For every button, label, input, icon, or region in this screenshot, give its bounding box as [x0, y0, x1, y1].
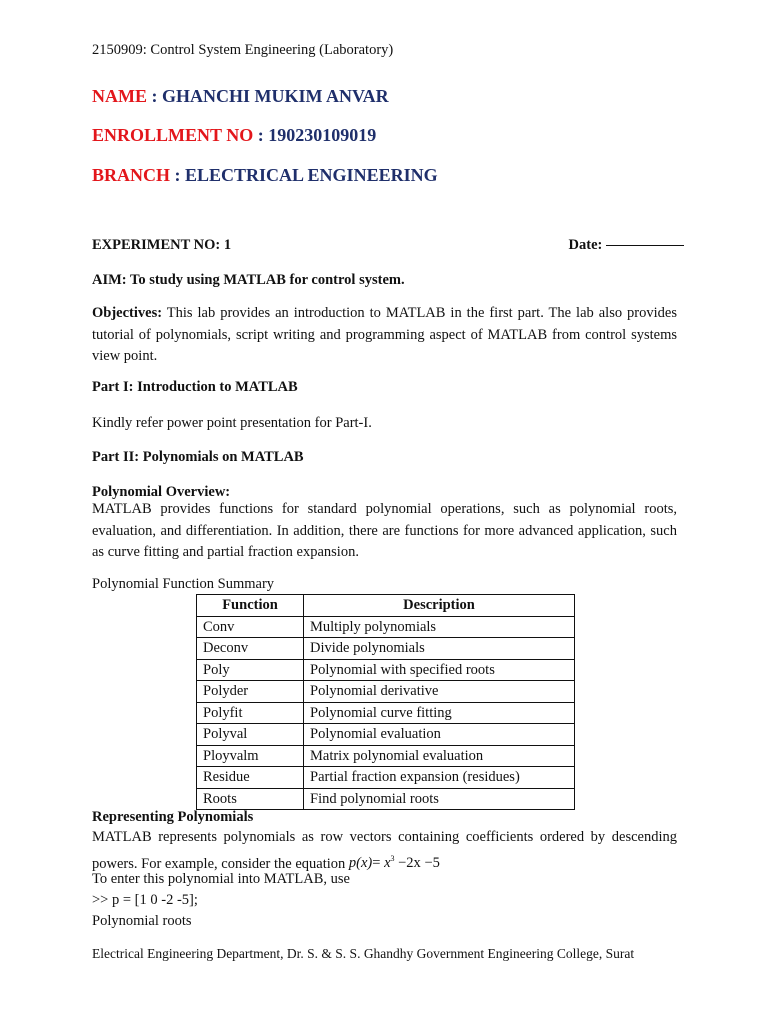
- enter-text: To enter this polynomial into MATLAB, use: [92, 871, 350, 887]
- branch-line: [92, 165, 438, 186]
- equation-term1-base: x: [384, 855, 391, 872]
- table-row: [197, 616, 575, 638]
- part1-heading: Part I: Introduction to MATLAB: [92, 379, 298, 395]
- representing-paragraph: [92, 827, 677, 875]
- description-cell: Matrix polynomial evaluation: [304, 745, 575, 767]
- matlab-command: >> p = [1 0 -2 -5];: [92, 892, 198, 908]
- function-cell: Poly: [197, 659, 304, 681]
- function-cell: Polyfit: [197, 702, 304, 724]
- name-separator: :: [147, 86, 162, 106]
- date-field: [569, 237, 684, 254]
- table-row: [197, 788, 575, 810]
- representing-heading: Representing Polynomials: [92, 809, 254, 825]
- table-row: [197, 681, 575, 703]
- description-cell: Find polynomial roots: [304, 788, 575, 810]
- equation-term2: −2x: [398, 855, 421, 872]
- description-cell: Polynomial evaluation: [304, 724, 575, 746]
- overview-heading: Polynomial Overview:: [92, 484, 231, 500]
- description-cell: Polynomial with specified roots: [304, 659, 575, 681]
- table-row: [197, 767, 575, 789]
- page-header: 2150909: Control System Engineering (Laboratory): [92, 42, 394, 58]
- equation-term1-exponent: 3: [390, 854, 395, 864]
- enrollment-separator: :: [253, 125, 269, 145]
- enrollment-value: 190230109019: [268, 125, 377, 145]
- equation-term3: −5: [424, 855, 440, 872]
- description-cell: Divide polynomials: [304, 638, 575, 660]
- branch-separator: :: [170, 165, 186, 185]
- aim-heading: AIM: To study using MATLAB for control system.: [92, 272, 405, 288]
- name-label: NAME: [92, 86, 147, 106]
- branch-value: ELECTRICAL ENGINEERING: [185, 165, 438, 185]
- function-cell: Polyder: [197, 681, 304, 703]
- enrollment-line: [92, 125, 376, 146]
- representing-text: MATLAB represents polynomials as row vectors containing coefficients ordered by descending powers. For example, consider the equation: [92, 829, 677, 872]
- table-header-description: Description: [304, 595, 575, 617]
- table-header-row: [197, 595, 575, 617]
- description-cell: Polynomial derivative: [304, 681, 575, 703]
- table-caption: Polynomial Function Summary: [92, 576, 275, 592]
- description-cell: Partial fraction expansion (residues): [304, 767, 575, 789]
- date-label: Date:: [568, 237, 603, 253]
- table-row: [197, 702, 575, 724]
- page-footer: Electrical Engineering Department, Dr. S. & S. S. Ghandhy Government Engineering College, Surat: [92, 946, 635, 961]
- function-cell: Polyval: [197, 724, 304, 746]
- branch-label: BRANCH: [92, 165, 171, 185]
- table-row: [197, 638, 575, 660]
- objectives-paragraph: [92, 303, 677, 368]
- objectives-text: This lab provides an introduction to MATLAB in the first part. The lab also provides tutorial of polynomials, script writing and programming aspect of MATLAB from control systems view point.: [92, 305, 677, 364]
- part2-heading: Part II: Polynomials on MATLAB: [92, 449, 304, 465]
- objectives-label: Objectives:: [92, 305, 163, 321]
- function-cell: Residue: [197, 767, 304, 789]
- name-value: GHANCHI MUKIM ANVAR: [162, 86, 389, 106]
- experiment-number: EXPERIMENT NO: 1: [92, 237, 232, 253]
- name-line: [92, 86, 389, 107]
- polynomial-roots-text: Polynomial roots: [92, 913, 192, 929]
- equation-lhs: p(x): [348, 855, 373, 872]
- overview-text: MATLAB provides functions for standard polynomial operations, such as polynomial roots, evaluation, and differentiation. In addition, there are functions for more advanced application, such as curve fitting and partial fraction expansion.: [92, 501, 677, 560]
- polynomial-function-table: [196, 594, 575, 810]
- description-cell: Multiply polynomials: [304, 616, 575, 638]
- table-header-function: Function: [197, 595, 304, 617]
- table-row: [197, 724, 575, 746]
- function-cell: Roots: [197, 788, 304, 810]
- table-row: [197, 745, 575, 767]
- enrollment-label: ENROLLMENT NO: [92, 125, 254, 145]
- equation-equals: =: [372, 855, 381, 872]
- description-cell: Polynomial curve fitting: [304, 702, 575, 724]
- function-cell: Deconv: [197, 638, 304, 660]
- table-row: [197, 659, 575, 681]
- date-blank: [606, 245, 684, 246]
- part1-text: Kindly refer power point presentation for Part-I.: [92, 415, 372, 431]
- function-cell: Conv: [197, 616, 304, 638]
- function-cell: Ployvalm: [197, 745, 304, 767]
